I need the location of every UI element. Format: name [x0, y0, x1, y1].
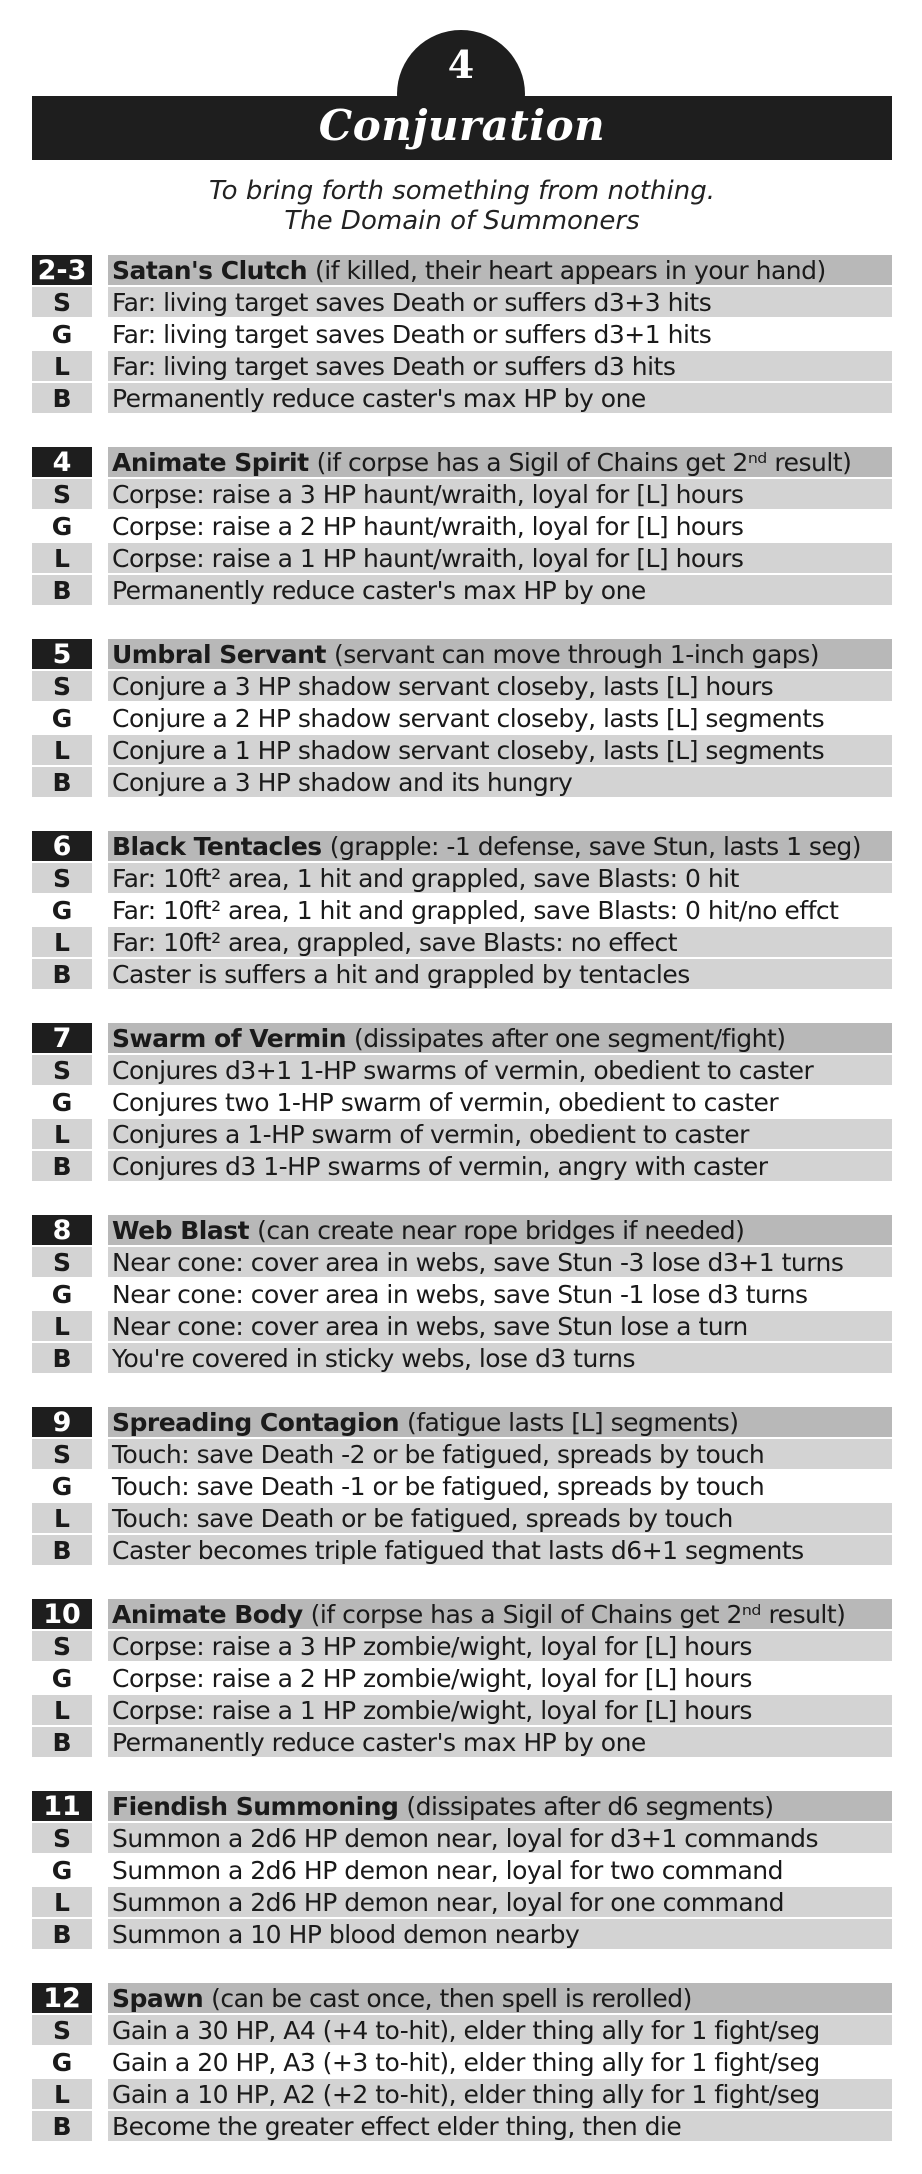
result-key: G	[32, 1471, 92, 1501]
spell-table	[32, 254, 892, 2174]
result-text: Summon a 2d6 HP demon near, loyal for two command	[108, 1855, 892, 1885]
result-row-b	[32, 2110, 892, 2142]
result-text: Far: living target saves Death or suffers d3+1 hits	[108, 319, 892, 349]
result-key: S	[32, 863, 92, 893]
result-key: L	[32, 1311, 92, 1341]
spell-header-row	[32, 830, 892, 862]
spell-name: Umbral Servant	[112, 639, 326, 669]
result-text: You're covered in sticky webs, lose d3 turns	[108, 1343, 892, 1373]
result-row-s	[32, 1438, 892, 1470]
result-row-b	[32, 1726, 892, 1758]
spell-note: (if corpse has a Sigil of Chains get 2ⁿᵈ result)	[310, 1599, 846, 1629]
spell-header-row	[32, 1598, 892, 1630]
result-text: Near cone: cover area in webs, save Stun -1 lose d3 turns	[108, 1279, 892, 1309]
spell-section	[32, 1406, 892, 1566]
result-text: Corpse: raise a 3 HP zombie/wight, loyal for [L] hours	[108, 1631, 892, 1661]
spell-header	[108, 1599, 892, 1629]
spell-note: (if killed, their heart appears in your hand)	[315, 255, 826, 285]
result-key: B	[32, 2111, 92, 2141]
spell-name: Spreading Contagion	[112, 1407, 399, 1437]
spell-section	[32, 638, 892, 798]
spell-section	[32, 1214, 892, 1374]
result-key: L	[32, 543, 92, 573]
spell-header	[108, 1407, 892, 1437]
result-key: B	[32, 1535, 92, 1565]
result-text: Caster becomes triple fatigued that lasts d6+1 segments	[108, 1535, 892, 1565]
result-row-b	[32, 382, 892, 414]
result-text: Near cone: cover area in webs, save Stun lose a turn	[108, 1311, 892, 1341]
spell-section	[32, 830, 892, 990]
result-text: Gain a 20 HP, A3 (+3 to-hit), elder thing ally for 1 fight/seg	[108, 2047, 892, 2077]
subtitle-line-2: The Domain of Summoners	[284, 206, 640, 236]
result-text: Summon a 10 HP blood demon nearby	[108, 1919, 892, 1949]
result-text: Summon a 2d6 HP demon near, loyal for d3+1 commands	[108, 1823, 892, 1853]
result-row-g	[32, 2046, 892, 2078]
result-key: B	[32, 383, 92, 413]
roll-range: 12	[32, 1983, 92, 2013]
spell-name: Fiendish Summoning	[112, 1791, 399, 1821]
roll-range: 2-3	[32, 255, 92, 285]
roll-range: 8	[32, 1215, 92, 1245]
result-row-g	[32, 1662, 892, 1694]
result-key: S	[32, 1631, 92, 1661]
spell-header-row	[32, 638, 892, 670]
spell-note: (dissipates after d6 segments)	[406, 1791, 774, 1821]
result-row-g	[32, 318, 892, 350]
result-row-l	[32, 1694, 892, 1726]
result-row-g	[32, 1470, 892, 1502]
roll-range: 7	[32, 1023, 92, 1053]
spell-name: Animate Body	[112, 1599, 303, 1629]
result-text: Permanently reduce caster's max HP by one	[108, 1727, 892, 1757]
spell-header-row	[32, 446, 892, 478]
result-text: Conjures d3 1-HP swarms of vermin, angry with caster	[108, 1151, 892, 1181]
spell-header	[108, 1215, 892, 1245]
result-key: S	[32, 1439, 92, 1469]
spell-name: Black Tentacles	[112, 831, 322, 861]
result-text: Corpse: raise a 2 HP zombie/wight, loyal for [L] hours	[108, 1663, 892, 1693]
result-row-b	[32, 766, 892, 798]
roll-range: 5	[32, 639, 92, 669]
result-key: G	[32, 703, 92, 733]
result-text: Conjures two 1-HP swarm of vermin, obedient to caster	[108, 1087, 892, 1117]
spell-header-row	[32, 1790, 892, 1822]
spell-section	[32, 446, 892, 606]
subtitle-line-1: To bring forth something from nothing.	[209, 176, 715, 206]
result-text: Become the greater effect elder thing, then die	[108, 2111, 892, 2141]
result-row-l	[32, 734, 892, 766]
result-row-l	[32, 1886, 892, 1918]
result-key: S	[32, 287, 92, 317]
spell-header-row	[32, 1022, 892, 1054]
result-row-s	[32, 1246, 892, 1278]
spell-header-row	[32, 1214, 892, 1246]
result-row-s	[32, 1822, 892, 1854]
result-row-l	[32, 1502, 892, 1534]
result-key: B	[32, 1343, 92, 1373]
spell-note: (grapple: -1 defense, save Stun, lasts 1 seg)	[329, 831, 861, 861]
page-title: Conjuration	[318, 101, 606, 150]
result-row-b	[32, 1534, 892, 1566]
result-key: L	[32, 1503, 92, 1533]
result-key: B	[32, 1727, 92, 1757]
result-text: Corpse: raise a 3 HP haunt/wraith, loyal for [L] hours	[108, 479, 892, 509]
spell-name: Spawn	[112, 1983, 204, 2013]
result-text: Gain a 10 HP, A2 (+2 to-hit), elder thing ally for 1 fight/seg	[108, 2079, 892, 2109]
spell-section	[32, 254, 892, 414]
result-row-b	[32, 958, 892, 990]
result-row-s	[32, 1054, 892, 1086]
result-text: Conjure a 3 HP shadow servant closeby, lasts [L] hours	[108, 671, 892, 701]
result-row-l	[32, 2078, 892, 2110]
result-key: B	[32, 1151, 92, 1181]
result-row-b	[32, 574, 892, 606]
spell-name: Satan's Clutch	[112, 255, 308, 285]
result-key: B	[32, 959, 92, 989]
spell-header	[108, 1983, 892, 2013]
spell-note: (can be cast once, then spell is rerolled)	[211, 1983, 692, 2013]
result-text: Corpse: raise a 2 HP haunt/wraith, loyal for [L] hours	[108, 511, 892, 541]
result-row-g	[32, 702, 892, 734]
result-text: Touch: save Death -2 or be fatigued, spreads by touch	[108, 1439, 892, 1469]
roll-range: 10	[32, 1599, 92, 1629]
result-row-b	[32, 1918, 892, 1950]
result-key: G	[32, 1855, 92, 1885]
result-row-l	[32, 542, 892, 574]
result-text: Far: living target saves Death or suffers d3 hits	[108, 351, 892, 381]
result-text: Conjures d3+1 1-HP swarms of vermin, obedient to caster	[108, 1055, 892, 1085]
spell-name: Web Blast	[112, 1215, 250, 1245]
result-text: Touch: save Death or be fatigued, spreads by touch	[108, 1503, 892, 1533]
result-row-s	[32, 478, 892, 510]
result-key: G	[32, 1663, 92, 1693]
spell-section	[32, 1790, 892, 1950]
result-text: Corpse: raise a 1 HP zombie/wight, loyal for [L] hours	[108, 1695, 892, 1725]
result-text: Corpse: raise a 1 HP haunt/wraith, loyal for [L] hours	[108, 543, 892, 573]
result-text: Summon a 2d6 HP demon near, loyal for one command	[108, 1887, 892, 1917]
result-key: S	[32, 2015, 92, 2045]
result-row-s	[32, 1630, 892, 1662]
result-text: Conjure a 1 HP shadow servant closeby, lasts [L] segments	[108, 735, 892, 765]
result-key: G	[32, 511, 92, 541]
result-row-b	[32, 1342, 892, 1374]
result-key: B	[32, 1919, 92, 1949]
result-row-s	[32, 2014, 892, 2046]
result-key: S	[32, 671, 92, 701]
result-row-g	[32, 510, 892, 542]
result-text: Conjures a 1-HP swarm of vermin, obedient to caster	[108, 1119, 892, 1149]
spell-note: (servant can move through 1-inch gaps)	[333, 639, 819, 669]
result-text: Far: 10ft² area, 1 hit and grappled, save Blasts: 0 hit	[108, 863, 892, 893]
result-row-s	[32, 862, 892, 894]
spell-header-row	[32, 254, 892, 286]
result-row-l	[32, 1310, 892, 1342]
result-key: L	[32, 927, 92, 957]
result-key: L	[32, 1695, 92, 1725]
result-key: S	[32, 1823, 92, 1853]
result-key: L	[32, 735, 92, 765]
result-text: Conjure a 3 HP shadow and its hungry	[108, 767, 892, 797]
result-row-l	[32, 1118, 892, 1150]
spell-header	[108, 831, 892, 861]
result-text: Conjure a 2 HP shadow servant closeby, lasts [L] segments	[108, 703, 892, 733]
result-key: G	[32, 1279, 92, 1309]
chapter-number: 4	[447, 42, 475, 87]
spell-note: (can create near rope bridges if needed)	[257, 1215, 745, 1245]
spell-section	[32, 1598, 892, 1758]
result-key: S	[32, 479, 92, 509]
result-row-g	[32, 1086, 892, 1118]
result-key: G	[32, 2047, 92, 2077]
spell-header-row	[32, 1982, 892, 2014]
result-row-g	[32, 894, 892, 926]
result-text: Near cone: cover area in webs, save Stun -3 lose d3+1 turns	[108, 1247, 892, 1277]
result-key: L	[32, 1119, 92, 1149]
result-row-b	[32, 1150, 892, 1182]
spell-name: Swarm of Vermin	[112, 1023, 346, 1053]
spell-section	[32, 1982, 892, 2142]
roll-range: 11	[32, 1791, 92, 1821]
result-row-l	[32, 926, 892, 958]
result-key: S	[32, 1055, 92, 1085]
result-row-s	[32, 286, 892, 318]
result-row-s	[32, 670, 892, 702]
result-key: L	[32, 2079, 92, 2109]
roll-range: 9	[32, 1407, 92, 1437]
result-text: Permanently reduce caster's max HP by one	[108, 575, 892, 605]
result-text: Permanently reduce caster's max HP by one	[108, 383, 892, 413]
result-key: G	[32, 319, 92, 349]
result-text: Gain a 30 HP, A4 (+4 to-hit), elder thing ally for 1 fight/seg	[108, 2015, 892, 2045]
spell-note: (fatigue lasts [L] segments)	[407, 1407, 739, 1437]
spell-header	[108, 1023, 892, 1053]
result-key: B	[32, 767, 92, 797]
roll-range: 6	[32, 831, 92, 861]
result-key: G	[32, 1087, 92, 1117]
result-key: S	[32, 1247, 92, 1277]
spell-header	[108, 1791, 892, 1821]
spell-header	[108, 639, 892, 669]
spell-section	[32, 1022, 892, 1182]
result-key: B	[32, 575, 92, 605]
result-text: Far: living target saves Death or suffers d3+3 hits	[108, 287, 892, 317]
spell-header	[108, 447, 892, 477]
result-text: Touch: save Death -1 or be fatigued, spreads by touch	[108, 1471, 892, 1501]
result-row-g	[32, 1278, 892, 1310]
spell-note: (dissipates after one segment/fight)	[354, 1023, 786, 1053]
result-row-l	[32, 350, 892, 382]
result-key: L	[32, 1887, 92, 1917]
spell-header-row	[32, 1406, 892, 1438]
spell-note: (if corpse has a Sigil of Chains get 2ⁿᵈ result)	[316, 447, 852, 477]
result-key: L	[32, 351, 92, 381]
roll-range: 4	[32, 447, 92, 477]
result-key: G	[32, 895, 92, 925]
spell-name: Animate Spirit	[112, 447, 309, 477]
result-text: Far: 10ft² area, 1 hit and grappled, save Blasts: 0 hit/no effct	[108, 895, 892, 925]
result-text: Far: 10ft² area, grappled, save Blasts: no effect	[108, 927, 892, 957]
result-text: Caster is suffers a hit and grappled by tentacles	[108, 959, 892, 989]
result-row-g	[32, 1854, 892, 1886]
spell-header	[108, 255, 892, 285]
